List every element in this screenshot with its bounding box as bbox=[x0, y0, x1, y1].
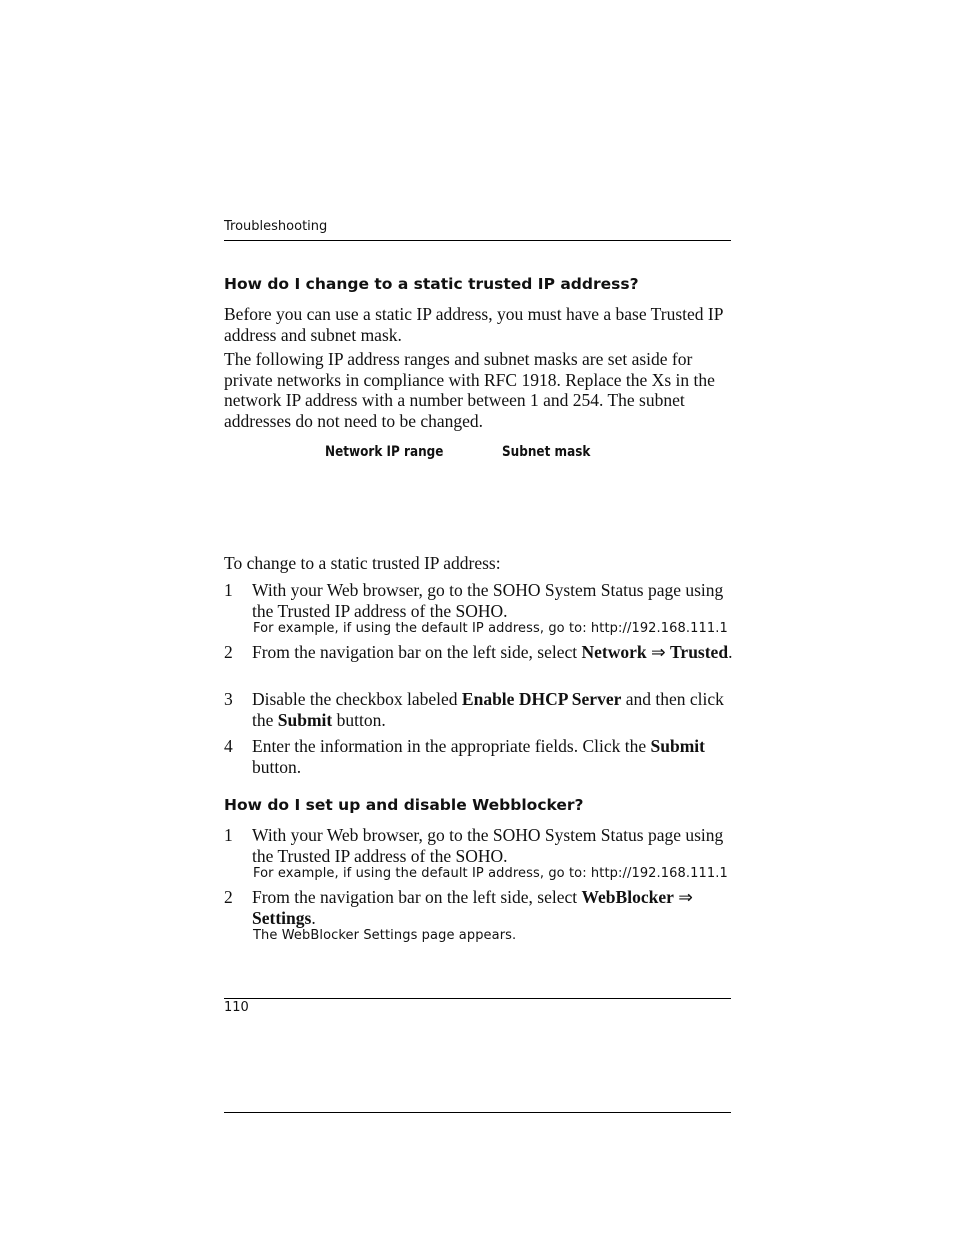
step-text-part: From the navigation bar on the left side, select bbox=[252, 642, 582, 662]
section-heading: How do I set up and disable Webblocker? bbox=[224, 796, 584, 814]
step-text bbox=[252, 736, 734, 777]
table-header-subnet-mask: Subnet mask bbox=[502, 444, 591, 460]
menu-path-trusted: Trusted bbox=[670, 642, 729, 662]
paragraph: Before you can use a static IP address, you must have a base Trusted IP address and subnet mask. bbox=[224, 304, 723, 345]
step-text bbox=[252, 689, 734, 730]
step-number: 2 bbox=[224, 642, 233, 662]
step-text: With your Web browser, go to the SOHO System Status page using the Trusted IP address of the SOHO. bbox=[252, 825, 724, 866]
page-number: 110 bbox=[224, 1000, 249, 1015]
arrow-icon: ⇒ bbox=[646, 642, 671, 662]
bottom-rule bbox=[224, 1112, 731, 1113]
step-text-part: Disable the checkbox labeled bbox=[252, 689, 462, 709]
step-text-part: . bbox=[311, 907, 316, 928]
procedure-intro: To change to a static trusted IP address: bbox=[224, 553, 501, 573]
step-number: 2 bbox=[224, 887, 233, 907]
step-note: For example, if using the default IP address, go to: http://192.168.111.1 bbox=[253, 866, 728, 881]
step-text: With your Web browser, go to the SOHO System Status page using the Trusted IP address of the SOHO. bbox=[252, 580, 724, 621]
menu-path-settings: Settings bbox=[252, 907, 312, 928]
menu-path-network: Network bbox=[581, 642, 647, 662]
step-text-part: From the navigation bar on the left side, select bbox=[252, 887, 582, 907]
step-text-part: Enter the information in the appropriate fields. Click the bbox=[252, 736, 651, 756]
paragraph: The following IP address ranges and subnet masks are set aside for private networks in compliance with RFC 1918. Replace the Xs in the network IP address with a number between 1 and 254. The subnet addresses do not need to be changed. bbox=[224, 349, 715, 431]
ui-label-submit: Submit bbox=[277, 709, 333, 730]
menu-path-webblocker: WebBlocker bbox=[581, 887, 674, 907]
step-text-part: . bbox=[728, 642, 733, 662]
step-number: 3 bbox=[224, 689, 233, 709]
step-number: 1 bbox=[224, 580, 233, 600]
section-heading: How do I change to a static trusted IP address? bbox=[224, 275, 639, 293]
step-number: 4 bbox=[224, 736, 233, 756]
step-text bbox=[252, 887, 734, 928]
step-text bbox=[252, 642, 734, 663]
step-text-part: button. bbox=[332, 709, 386, 730]
footer-rule bbox=[224, 998, 731, 999]
header-rule bbox=[224, 240, 731, 241]
ui-label-enable-dhcp-server: Enable DHCP Server bbox=[461, 689, 622, 709]
running-header: Troubleshooting bbox=[224, 219, 328, 234]
table-header-network-ip-range: Network IP range bbox=[325, 444, 444, 460]
arrow-icon: ⇒ bbox=[673, 887, 693, 907]
step-text-part: and then click the bbox=[252, 689, 724, 730]
step-note: For example, if using the default IP address, go to: http://192.168.111.1 bbox=[253, 621, 728, 636]
step-number: 1 bbox=[224, 825, 233, 845]
step-text-part: button. bbox=[252, 756, 302, 777]
step-note: The WebBlocker Settings page appears. bbox=[253, 928, 517, 943]
ui-label-submit: Submit bbox=[650, 736, 705, 756]
